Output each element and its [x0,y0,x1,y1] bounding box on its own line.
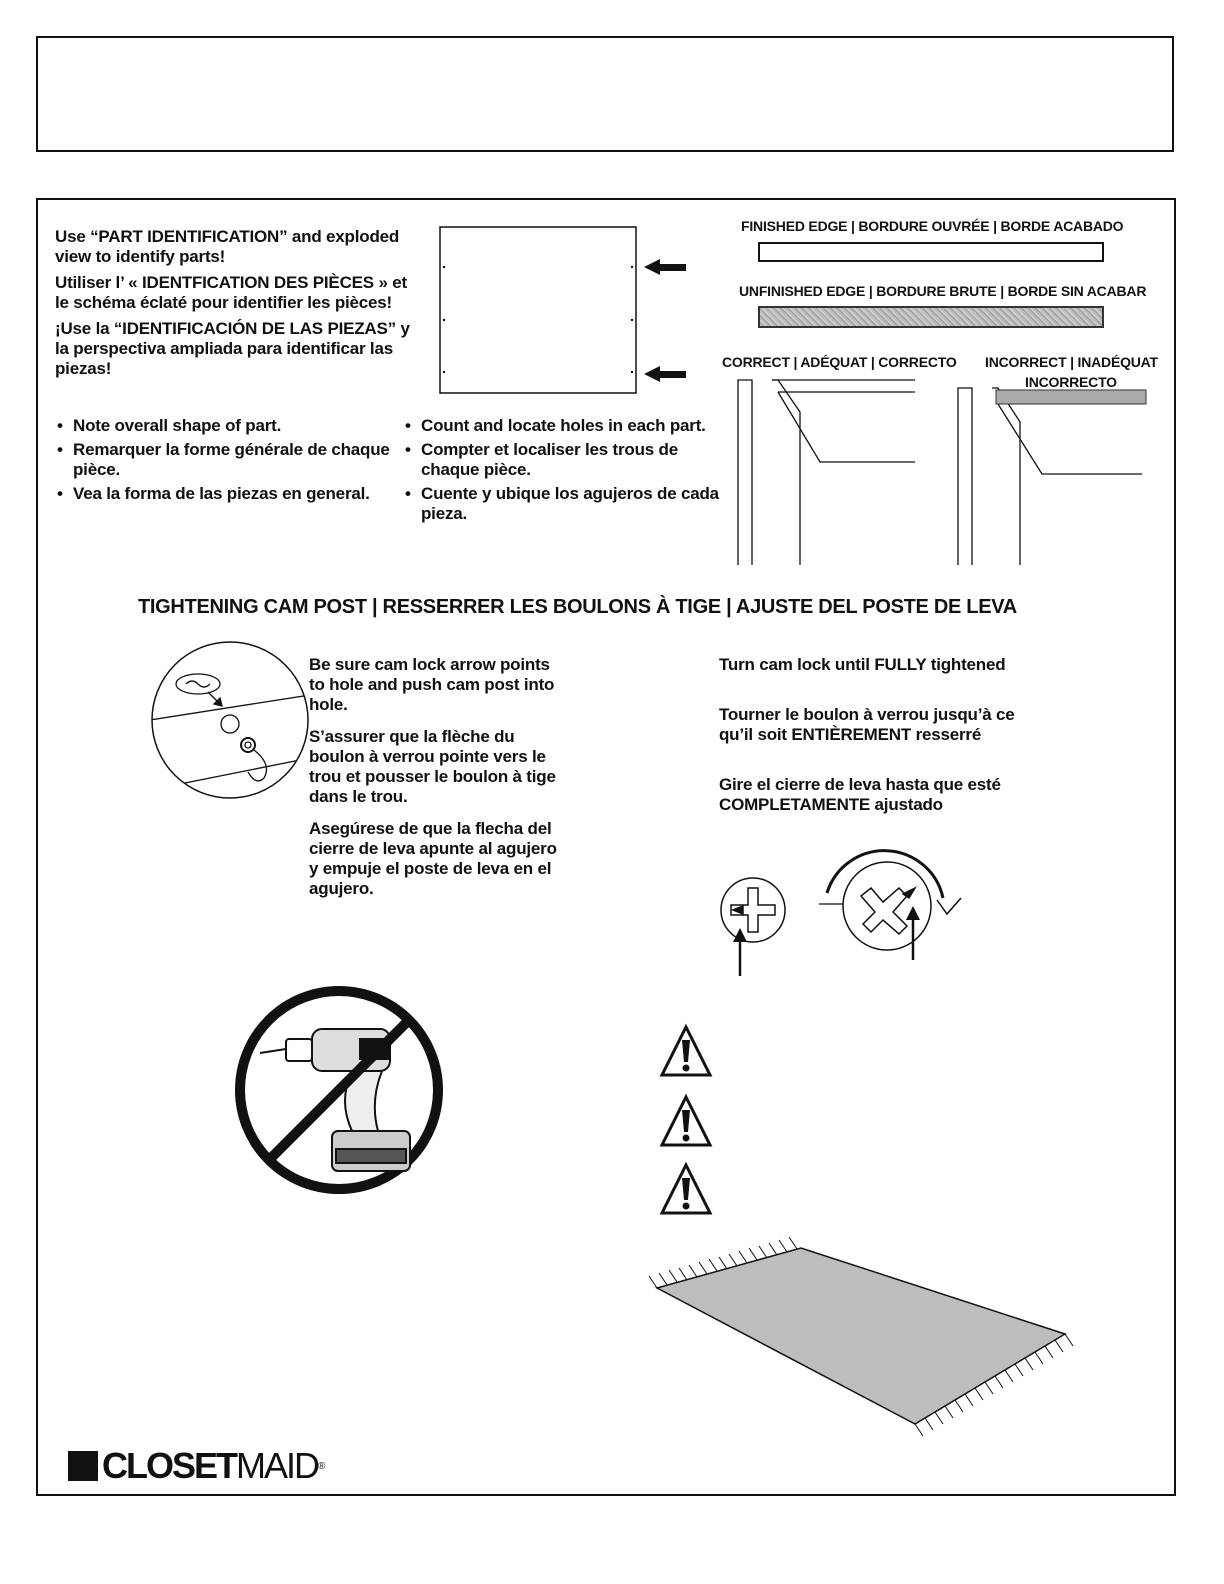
correct-label: CORRECT | ADÉQUAT | CORRECTO [722,354,957,370]
panel-illustration [430,222,700,397]
cam-push-instructions [309,655,559,905]
cam-turn-en: Turn cam lock until FULLY tightened [719,655,1006,674]
cam-turn-fr: Tourner le boulon à verrou jusqu’à ce qu’il soit ENTIÈREMENT resserré [719,705,1015,744]
logo-brand-bold: CLOSET [102,1445,237,1486]
warning-triangle-icon [660,1162,712,1216]
incorrect-label: INCORRECT | INADÉQUAT [985,354,1158,370]
unfinished-edge-label: UNFINISHED EDGE | BORDURE BRUTE | BORDE SIN ACABAR [739,283,1147,299]
list-item: • Cuente y ubique los agujeros de cada pieza. [403,484,723,524]
incorrect-label-es: INCORRECTO [1025,374,1117,390]
part-identification-en: Use “PART IDENTIFICATION” and exploded view to identify parts! [55,227,400,266]
cam-turn-instructions [719,655,1029,821]
cam-section-title: TIGHTENING CAM POST | RESSERRER LES BOULONS À TIGE | AJUSTE DEL POSTE DE LEVA [138,596,1017,618]
warning-triangle-icon [660,1094,712,1148]
logo-registered-mark: ® [318,1460,326,1472]
header-box [36,36,1174,152]
edge-diagrams [730,372,1150,567]
arrow-left-icon [644,259,686,275]
part-identification-es: ¡Use la “IDENTIFICACIÓN DE LAS PIEZAS” y la perspectiva ampliada para identificar las piezas! [55,319,410,378]
rug-icon [645,1240,1085,1440]
cam-lock-turn-illustration [715,848,975,978]
arrow-left-icon [644,366,686,382]
shape-bullet-list [55,416,395,508]
incorrect-unfinished-edge [996,390,1146,404]
finished-edge-label: FINISHED EDGE | BORDURE OUVRÉE | BORDE ACABADO [741,218,1124,234]
list-item: • Note overall shape of part. [55,416,395,436]
list-item: • Vea la forma de las piezas en general. [55,484,395,504]
list-item: • Compter et localiser les trous de chaque pièce. [403,440,723,480]
warning-triangle-icon [660,1024,712,1078]
list-item: • Count and locate holes in each part. [403,416,723,436]
unfinished-edge-swatch [758,306,1104,328]
correct-edge-diagram [738,380,915,565]
finished-edge-swatch [758,242,1104,262]
closetmaid-logo [68,1446,325,1486]
list-item: • Remarquer la forme générale de chaque pièce. [55,440,395,480]
cam-post-illustration [150,640,310,800]
logo-square [68,1451,98,1481]
cam-push-en: Be sure cam lock arrow points to hole and push cam post into hole. [309,655,555,714]
holes-bullet-list [403,416,723,528]
cam-lock-icon [721,878,785,942]
no-power-drill-icon [232,983,446,1197]
cam-push-es: Asegúrese de que la flecha del cierre de leva apunte al agujero y empuje el poste de leva en el agujero. [309,819,557,898]
part-identification-fr: Utiliser l’ « IDENTFICATION DES PIÈCES » et le schéma éclaté pour identifier les pièces! [55,273,407,312]
cam-turn-es: Gire el cierre de leva hasta que esté COMPLETAMENTE ajustado [719,775,1001,814]
cam-push-fr: S’assurer que la flèche du boulon à verrou pointe vers le trou et pousser le boulon à tige dans le trou. [309,727,556,806]
incorrect-edge-diagram [958,388,1142,565]
cam-lock-icon [843,862,931,950]
part-identification-text [55,227,415,385]
logo-brand-light: MAID [236,1445,319,1486]
